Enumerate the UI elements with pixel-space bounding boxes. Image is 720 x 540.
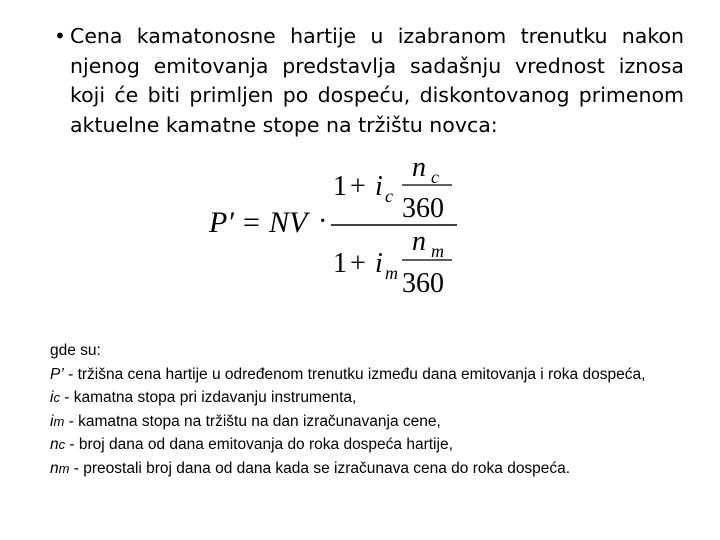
den-i-sub: m bbox=[385, 263, 398, 283]
bullet-dot: • bbox=[54, 24, 66, 48]
formula-lhs: P′ bbox=[209, 206, 234, 239]
formula-dot: · bbox=[318, 206, 328, 237]
legend-description: - tržišna cena hartije u određenom trenutku između dana emitovanja i roka dospeća, bbox=[63, 365, 646, 383]
legend-intro: gde su: bbox=[50, 342, 101, 359]
legend-item-market-rate bbox=[50, 410, 690, 434]
num-one: 1 bbox=[333, 171, 347, 202]
legend-description: - broj dana od dana emitovanja do roka dospeća hartije, bbox=[65, 436, 453, 453]
den-i: i bbox=[375, 248, 383, 279]
legend-item-days-total bbox=[50, 433, 690, 457]
legend-item-issue-rate bbox=[50, 386, 690, 410]
num-i-sub: c bbox=[385, 186, 393, 206]
legend-symbol: P’ bbox=[50, 365, 64, 383]
legend-block bbox=[50, 339, 690, 480]
num-n: n bbox=[412, 152, 426, 183]
legend-symbol: i bbox=[50, 389, 54, 406]
legend-item-price bbox=[50, 363, 690, 387]
num-days: 360 bbox=[402, 193, 444, 224]
price-formula bbox=[205, 150, 485, 300]
legend-symbol-sub: m bbox=[58, 460, 70, 476]
num-n-sub: c bbox=[431, 167, 439, 187]
formula-equals: = bbox=[243, 206, 260, 239]
legend-symbol-sub: c bbox=[58, 437, 66, 452]
legend-symbol: n bbox=[50, 436, 59, 453]
den-days: 360 bbox=[402, 268, 444, 299]
legend-description: - preostali broj dana od dana kada se izračunava cena do roka dospeća. bbox=[69, 459, 571, 477]
formula-svg bbox=[205, 150, 485, 300]
formula-nv: NV bbox=[269, 206, 308, 239]
num-plus: + bbox=[350, 171, 366, 202]
den-one: 1 bbox=[333, 248, 347, 279]
legend-description: - kamatna stopa na tržištu na dan izračunavanja cene, bbox=[64, 412, 441, 430]
legend-symbol: i bbox=[50, 412, 54, 430]
legend-symbol-sub: m bbox=[53, 413, 65, 429]
legend-item-days-remaining bbox=[50, 457, 690, 481]
den-plus: + bbox=[350, 248, 366, 279]
legend-symbol: n bbox=[50, 459, 59, 477]
legend-symbol-sub: c bbox=[53, 390, 60, 405]
bullet-text: Cena kamatonosne hartije u izabranom trenutku nakon njenog emitovanja predstavlja sadašnju vrednost iznosa koji će biti primljen po dospeću, diskontovanog primenom aktuelne kamatne stope na tržištu novca: bbox=[70, 24, 684, 137]
den-n-sub: m bbox=[431, 241, 444, 261]
legend-description: - kamatna stopa pri izdavanju instrumenta, bbox=[59, 389, 357, 406]
num-i: i bbox=[375, 171, 383, 202]
bullet-paragraph bbox=[50, 22, 684, 140]
den-n: n bbox=[412, 226, 426, 257]
